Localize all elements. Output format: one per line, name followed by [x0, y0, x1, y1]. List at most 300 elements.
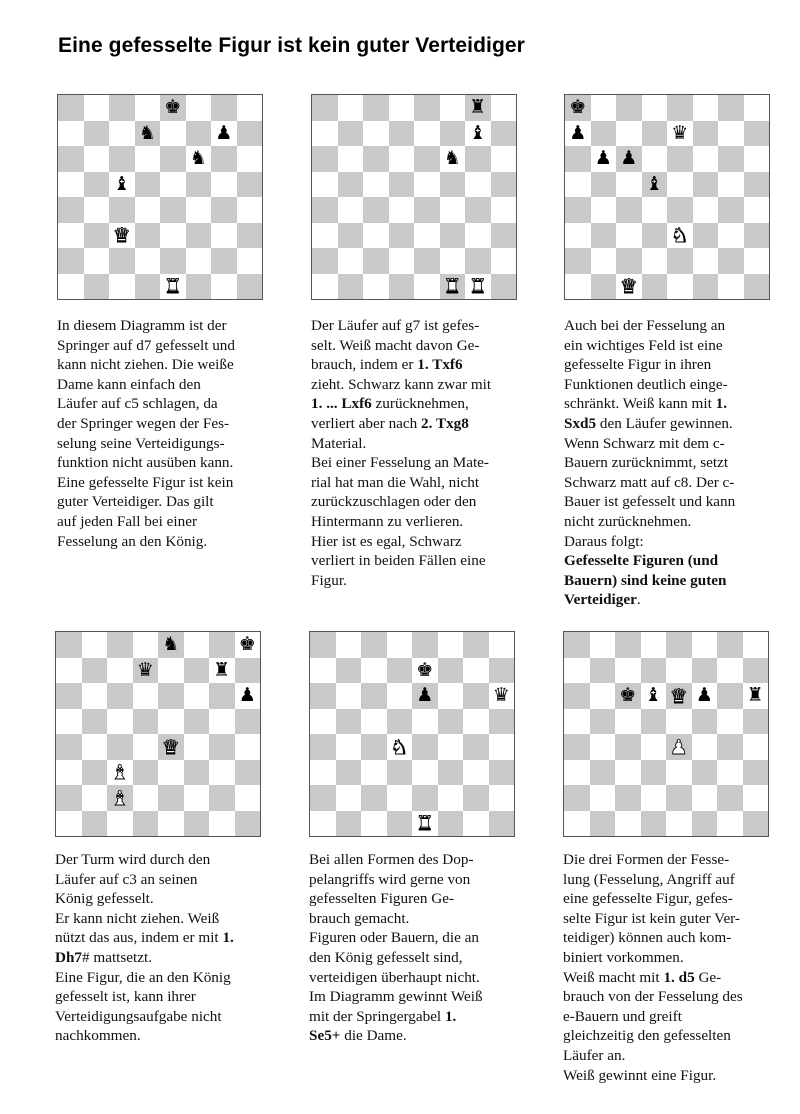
square-g7 — [209, 658, 235, 684]
square-d3 — [387, 760, 413, 786]
square-g5 — [718, 172, 744, 198]
caption-line: lung (Fesselung, Angriff auf — [563, 870, 735, 888]
square-g5 — [465, 172, 491, 198]
square-h8 — [237, 95, 263, 121]
square-f6 — [186, 146, 212, 172]
square-c7 — [109, 121, 135, 147]
caption-line: Se5+ die Dame. — [309, 1027, 407, 1045]
black-knight-icon: ♞ — [138, 121, 156, 144]
square-b8 — [590, 632, 616, 658]
square-e5 — [666, 709, 692, 735]
diagram-3-caption — [564, 316, 774, 610]
square-d5 — [642, 172, 668, 198]
square-a7 — [58, 121, 84, 147]
square-h3 — [237, 223, 263, 249]
caption-line: Eine Figur, die an den König — [55, 968, 231, 986]
square-h1 — [235, 811, 261, 837]
caption-line: Bei allen Formen des Dop- — [309, 851, 474, 868]
square-e8 — [158, 632, 184, 658]
square-c2 — [107, 785, 133, 811]
square-e2 — [158, 785, 184, 811]
square-d1 — [387, 811, 413, 837]
square-a3 — [565, 223, 591, 249]
square-f6 — [440, 146, 466, 172]
square-c6 — [363, 146, 389, 172]
square-g6 — [209, 683, 235, 709]
square-a6 — [564, 683, 590, 709]
caption-line: eine gefesselte Figur, gefes- — [563, 890, 733, 908]
square-a5 — [565, 172, 591, 198]
square-e7 — [666, 658, 692, 684]
square-h3 — [489, 760, 515, 786]
black-pawn-icon: ♟ — [215, 121, 233, 144]
square-d2 — [389, 248, 415, 274]
square-h6 — [237, 146, 263, 172]
caption-line: verliert in beiden Fällen eine — [311, 552, 486, 570]
square-e4 — [666, 734, 692, 760]
square-e1 — [412, 811, 438, 837]
square-h7 — [237, 121, 263, 147]
square-a1 — [310, 811, 336, 837]
square-c3 — [107, 760, 133, 786]
square-b1 — [84, 274, 110, 300]
square-f1 — [186, 274, 212, 300]
square-a4 — [310, 734, 336, 760]
square-c7 — [616, 121, 642, 147]
square-a7 — [56, 658, 82, 684]
caption-line: nützt das aus, indem er mit 1. — [55, 929, 234, 947]
square-h6 — [491, 146, 517, 172]
square-a2 — [565, 248, 591, 274]
square-h8 — [744, 95, 770, 121]
square-b2 — [591, 248, 617, 274]
black-queen-icon: ♛ — [492, 684, 510, 707]
square-g1 — [211, 274, 237, 300]
square-a2 — [56, 785, 82, 811]
square-g7 — [717, 658, 743, 684]
caption-line: zieht. Schwarz kann zwar mit — [311, 375, 492, 393]
white-rook-icon: ♜ — [415, 811, 434, 836]
square-b6 — [590, 683, 616, 709]
square-f3 — [184, 760, 210, 786]
square-e2 — [412, 785, 438, 811]
caption-line: nicht zurücknehmen. — [564, 512, 692, 530]
caption-line: Daraus folgt: — [564, 532, 644, 550]
square-c8 — [615, 632, 641, 658]
square-g7 — [718, 121, 744, 147]
square-f6 — [692, 683, 718, 709]
square-h1 — [489, 811, 515, 837]
square-h2 — [491, 248, 517, 274]
black-pawn-icon: ♟ — [238, 684, 256, 707]
square-a7 — [312, 121, 338, 147]
black-king-icon: ♚ — [164, 96, 182, 119]
square-c7 — [615, 658, 641, 684]
square-f1 — [438, 811, 464, 837]
square-g8 — [465, 95, 491, 121]
square-d4 — [642, 197, 668, 223]
square-b6 — [338, 146, 364, 172]
square-f3 — [440, 223, 466, 249]
square-c5 — [363, 172, 389, 198]
square-d2 — [133, 785, 159, 811]
square-g2 — [463, 785, 489, 811]
square-d5 — [641, 709, 667, 735]
square-d5 — [133, 709, 159, 735]
square-h4 — [235, 734, 261, 760]
square-g7 — [465, 121, 491, 147]
caption-line: kann nicht ziehen. Die weiße — [57, 356, 234, 374]
square-d1 — [133, 811, 159, 837]
caption-line: Weiß gewinnt eine Figur. — [563, 1066, 717, 1084]
square-b3 — [338, 223, 364, 249]
square-b2 — [338, 248, 364, 274]
square-a6 — [312, 146, 338, 172]
square-d1 — [389, 274, 415, 300]
square-b2 — [84, 248, 110, 274]
square-h3 — [491, 223, 517, 249]
square-b4 — [591, 197, 617, 223]
square-c2 — [361, 785, 387, 811]
square-a6 — [56, 683, 82, 709]
square-c3 — [109, 223, 135, 249]
square-e6 — [667, 146, 693, 172]
square-c7 — [107, 658, 133, 684]
square-b3 — [336, 760, 362, 786]
caption-line: Bauer ist gefesselt und kann — [564, 493, 736, 511]
caption-line: ein wichtiges Feld ist eine — [564, 336, 723, 354]
square-d4 — [133, 734, 159, 760]
square-d1 — [641, 811, 667, 837]
black-pawn-icon: ♟ — [620, 147, 638, 170]
square-g2 — [717, 785, 743, 811]
square-d1 — [135, 274, 161, 300]
square-d3 — [642, 223, 668, 249]
square-h4 — [489, 734, 515, 760]
square-b6 — [591, 146, 617, 172]
square-g8 — [211, 95, 237, 121]
square-g7 — [211, 121, 237, 147]
caption-line: Springer auf d7 gefesselt und — [57, 336, 235, 354]
diagram-4-caption — [55, 850, 265, 1046]
square-d6 — [641, 683, 667, 709]
square-e1 — [160, 274, 186, 300]
caption-line: Im Diagramm gewinnt Weiß — [309, 988, 483, 1006]
square-h5 — [235, 709, 261, 735]
square-d5 — [387, 709, 413, 735]
caption-line: brauch von der Fesselung des — [563, 988, 743, 1006]
square-a1 — [58, 274, 84, 300]
square-f4 — [186, 197, 212, 223]
square-h1 — [744, 274, 770, 300]
square-g4 — [209, 734, 235, 760]
square-d4 — [389, 197, 415, 223]
white-queen-icon: ♛ — [112, 223, 131, 248]
caption-line: Läufer auf c5 schlagen, da — [57, 395, 218, 413]
square-a2 — [58, 248, 84, 274]
caption-line: auf jeden Fall bei einer — [57, 512, 198, 530]
black-king-icon: ♚ — [619, 684, 637, 707]
square-a8 — [565, 95, 591, 121]
square-e3 — [666, 760, 692, 786]
square-c6 — [615, 683, 641, 709]
black-king-icon: ♚ — [416, 658, 434, 681]
diagram-1-caption — [57, 316, 267, 551]
square-e6 — [414, 146, 440, 172]
white-knight-icon: ♞ — [670, 223, 689, 248]
square-f4 — [692, 734, 718, 760]
caption-line: rial hat man die Wahl, nicht — [311, 473, 480, 491]
square-a8 — [310, 632, 336, 658]
caption-line: Der Turm wird durch den — [55, 851, 211, 868]
square-d5 — [135, 172, 161, 198]
square-h5 — [237, 172, 263, 198]
square-h7 — [744, 121, 770, 147]
square-b5 — [336, 709, 362, 735]
caption-line: zurückzuschlagen oder den — [311, 493, 477, 511]
white-bishop-icon: ♝ — [110, 760, 129, 785]
square-f7 — [693, 121, 719, 147]
square-d3 — [133, 760, 159, 786]
square-b1 — [82, 811, 108, 837]
caption-line: Auch bei der Fesselung an — [564, 317, 726, 334]
square-g1 — [465, 274, 491, 300]
square-h2 — [743, 785, 769, 811]
caption-line: nachkommen. — [55, 1027, 141, 1045]
caption-line: gefesselt ist, kann ihrer — [55, 988, 196, 1006]
caption-line: Hintermann zu verlieren. — [311, 512, 464, 530]
square-f1 — [184, 811, 210, 837]
square-g5 — [463, 709, 489, 735]
square-f6 — [693, 146, 719, 172]
black-king-icon: ♚ — [569, 96, 587, 119]
square-e7 — [414, 121, 440, 147]
square-e6 — [666, 683, 692, 709]
caption-line: Läufer auf c3 an seinen — [55, 870, 198, 888]
square-a5 — [310, 709, 336, 735]
square-f7 — [184, 658, 210, 684]
square-h5 — [489, 709, 515, 735]
square-a4 — [312, 197, 338, 223]
white-rook-icon: ♜ — [468, 274, 487, 299]
square-f1 — [440, 274, 466, 300]
square-d8 — [133, 632, 159, 658]
square-g1 — [718, 274, 744, 300]
square-g3 — [717, 760, 743, 786]
square-h2 — [489, 785, 515, 811]
caption-line: der Springer wegen der Fes- — [57, 414, 230, 432]
square-c2 — [616, 248, 642, 274]
square-f5 — [186, 172, 212, 198]
square-a3 — [312, 223, 338, 249]
black-knight-icon: ♞ — [189, 147, 207, 170]
diagram-5-board — [309, 631, 515, 837]
square-b4 — [336, 734, 362, 760]
square-f4 — [440, 197, 466, 223]
square-c5 — [109, 172, 135, 198]
square-d4 — [135, 197, 161, 223]
black-pawn-icon: ♟ — [416, 684, 434, 707]
square-h2 — [237, 248, 263, 274]
caption-line: gleichzeitig den gefesselten — [563, 1027, 731, 1045]
square-b4 — [84, 197, 110, 223]
caption-line: den König gefesselt sind, — [309, 948, 463, 966]
black-pawn-icon: ♟ — [594, 147, 612, 170]
square-e1 — [414, 274, 440, 300]
square-b3 — [84, 223, 110, 249]
black-pawn-icon: ♟ — [695, 684, 713, 707]
square-d7 — [642, 121, 668, 147]
square-a3 — [56, 760, 82, 786]
white-rook-icon: ♜ — [443, 274, 462, 299]
page-title: Eine gefesselte Figur ist kein guter Verteidiger — [58, 34, 525, 57]
square-d3 — [641, 760, 667, 786]
caption-line: Bei einer Fesselung an Mate- — [311, 454, 489, 472]
caption-line: Verteidigungsaufgabe nicht — [55, 1007, 222, 1025]
square-a3 — [564, 760, 590, 786]
square-a7 — [565, 121, 591, 147]
square-c2 — [363, 248, 389, 274]
square-c4 — [107, 734, 133, 760]
square-f7 — [692, 658, 718, 684]
square-g4 — [718, 197, 744, 223]
square-e1 — [666, 811, 692, 837]
square-d2 — [135, 248, 161, 274]
square-a1 — [564, 811, 590, 837]
caption-line: Dh7# mattsetzt. — [55, 948, 153, 966]
square-g4 — [211, 197, 237, 223]
square-c1 — [107, 811, 133, 837]
square-d5 — [389, 172, 415, 198]
black-knight-icon: ♞ — [443, 147, 461, 170]
caption-line: selung seine Verteidigungs- — [57, 434, 225, 452]
square-b7 — [338, 121, 364, 147]
square-b7 — [336, 658, 362, 684]
black-rook-icon: ♜ — [213, 658, 231, 681]
square-c6 — [109, 146, 135, 172]
square-f8 — [440, 95, 466, 121]
square-h4 — [491, 197, 517, 223]
square-c7 — [361, 658, 387, 684]
square-b3 — [591, 223, 617, 249]
square-g3 — [211, 223, 237, 249]
square-f4 — [184, 734, 210, 760]
square-d6 — [387, 683, 413, 709]
square-b5 — [82, 709, 108, 735]
square-a5 — [58, 172, 84, 198]
square-e7 — [158, 658, 184, 684]
square-g3 — [463, 760, 489, 786]
square-c1 — [361, 811, 387, 837]
square-g1 — [717, 811, 743, 837]
square-e2 — [414, 248, 440, 274]
square-h2 — [744, 248, 770, 274]
square-h7 — [491, 121, 517, 147]
square-d2 — [642, 248, 668, 274]
caption-line: mit der Springergabel 1. — [309, 1007, 457, 1025]
square-c4 — [615, 734, 641, 760]
square-h7 — [489, 658, 515, 684]
caption-line: Dame kann einfach den — [57, 375, 201, 393]
caption-line: Er kann nicht ziehen. Weiß — [55, 909, 220, 927]
square-e3 — [414, 223, 440, 249]
square-h8 — [491, 95, 517, 121]
square-d4 — [641, 734, 667, 760]
square-a3 — [310, 760, 336, 786]
square-f5 — [438, 709, 464, 735]
square-g4 — [717, 734, 743, 760]
square-g8 — [463, 632, 489, 658]
diagram-2-board — [311, 94, 517, 300]
square-g3 — [465, 223, 491, 249]
caption-line: selte Figur ist kein guter Ver- — [563, 909, 740, 927]
square-c3 — [361, 760, 387, 786]
square-f7 — [438, 658, 464, 684]
square-b3 — [82, 760, 108, 786]
caption-line: schränkt. Weiß kann mit 1. — [564, 395, 727, 413]
square-e3 — [158, 760, 184, 786]
square-a6 — [58, 146, 84, 172]
square-h6 — [744, 146, 770, 172]
square-b8 — [336, 632, 362, 658]
square-e6 — [158, 683, 184, 709]
square-b8 — [82, 632, 108, 658]
square-b7 — [84, 121, 110, 147]
square-e8 — [414, 95, 440, 121]
caption-line: Läufer an. — [563, 1046, 626, 1064]
caption-line: Bauern zurücknimmt, setzt — [564, 454, 729, 472]
square-b7 — [591, 121, 617, 147]
diagram-1-board — [57, 94, 263, 300]
white-queen-icon: ♛ — [161, 734, 180, 759]
square-f5 — [693, 172, 719, 198]
square-h4 — [743, 734, 769, 760]
square-b8 — [338, 95, 364, 121]
square-e1 — [667, 274, 693, 300]
diagram-6-caption — [563, 850, 773, 1085]
square-d8 — [389, 95, 415, 121]
caption-line: teidiger) können auch kom- — [563, 929, 732, 947]
square-h2 — [235, 785, 261, 811]
square-b6 — [336, 683, 362, 709]
square-h1 — [237, 274, 263, 300]
caption-line: König gefesselt. — [55, 890, 154, 908]
square-f2 — [440, 248, 466, 274]
black-knight-icon: ♞ — [162, 633, 180, 656]
diagram-2-caption — [311, 316, 521, 590]
square-a5 — [56, 709, 82, 735]
square-b1 — [591, 274, 617, 300]
square-g1 — [209, 811, 235, 837]
caption-line: Funktionen deutlich einge- — [564, 375, 728, 393]
square-c2 — [615, 785, 641, 811]
white-rook-icon: ♜ — [163, 274, 182, 299]
square-f8 — [184, 632, 210, 658]
square-d8 — [387, 632, 413, 658]
square-d7 — [133, 658, 159, 684]
square-c5 — [107, 709, 133, 735]
square-a5 — [312, 172, 338, 198]
square-d7 — [641, 658, 667, 684]
square-g8 — [718, 95, 744, 121]
black-bishop-icon: ♝ — [113, 172, 131, 195]
caption-line: verliert aber nach 2. Txg8 — [311, 414, 469, 432]
square-c3 — [616, 223, 642, 249]
caption-line: Fesselung an den König. — [57, 532, 208, 550]
square-g6 — [211, 146, 237, 172]
square-f2 — [438, 785, 464, 811]
square-e7 — [667, 121, 693, 147]
